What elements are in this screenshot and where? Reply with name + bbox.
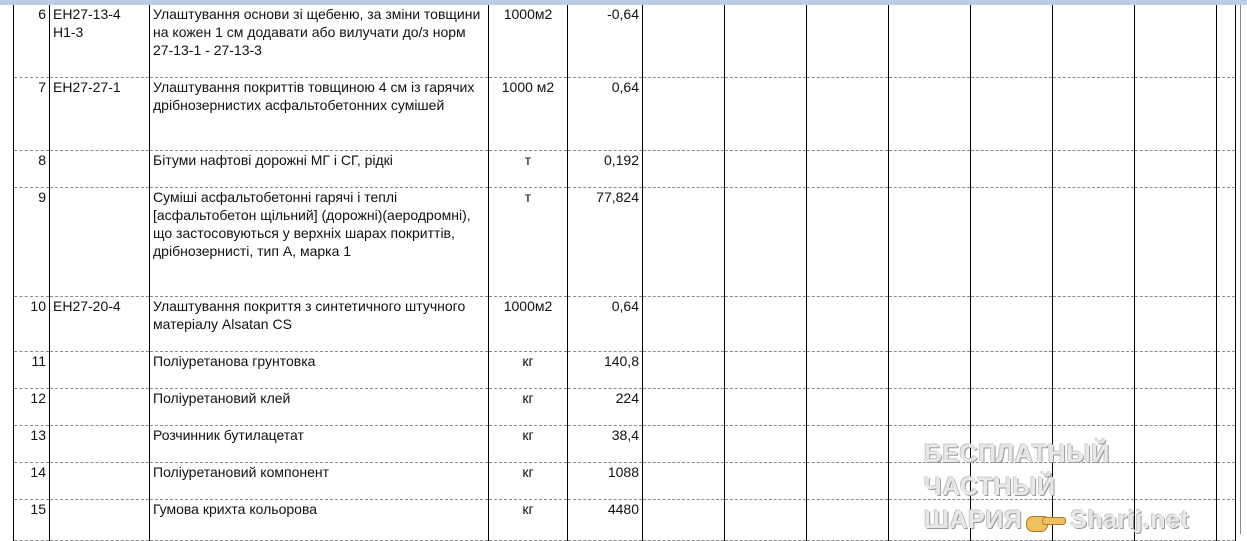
name-cell[interactable]: Бітуми нафтові дорожні МГ і СГ, рідкі — [150, 151, 489, 188]
empty-cell[interactable] — [1053, 78, 1135, 151]
empty-cell[interactable] — [807, 188, 889, 297]
empty-cell[interactable] — [889, 78, 971, 151]
empty-cell[interactable] — [971, 297, 1053, 352]
empty-cell[interactable] — [643, 78, 725, 151]
unit-cell[interactable]: кг — [489, 352, 568, 389]
sheet-right-edge — [1240, 5, 1241, 534]
code-cell[interactable] — [50, 426, 150, 463]
table-row — [14, 78, 1236, 151]
empty-cell[interactable] — [1135, 297, 1217, 352]
table-row — [14, 352, 1236, 389]
code-cell[interactable] — [50, 500, 150, 541]
empty-cell[interactable] — [807, 426, 889, 463]
quantity-cell[interactable]: 77,824 — [568, 188, 643, 297]
row-number-cell[interactable]: 13 — [14, 426, 50, 463]
empty-cell[interactable] — [889, 389, 971, 426]
empty-cell[interactable] — [971, 389, 1053, 426]
empty-cell[interactable] — [1053, 297, 1135, 352]
empty-cell[interactable] — [643, 188, 725, 297]
empty-cell[interactable] — [807, 297, 889, 352]
name-cell[interactable]: Суміші асфальтобетонні гарячі і теплі [асфальтобетон щільний] (дорожні)(аеродромні), що застосовуються у верхніх шарах покриттів, дрібнозернисті, тип А, марка 1 — [150, 188, 489, 297]
table-row — [14, 188, 1236, 297]
empty-cell[interactable] — [1217, 352, 1236, 389]
code-cell[interactable] — [50, 188, 150, 297]
name-cell[interactable]: Улаштування покриття з синтетичного штучного матеріалу Alsatan CS — [150, 297, 489, 352]
quantity-cell[interactable]: 1088 — [568, 463, 643, 500]
empty-cell[interactable] — [725, 500, 807, 541]
quantity-cell[interactable]: 4480 — [568, 500, 643, 541]
empty-cell[interactable] — [807, 352, 889, 389]
row-number-cell[interactable]: 9 — [14, 188, 50, 297]
empty-cell[interactable] — [971, 5, 1053, 78]
code-cell[interactable] — [50, 151, 150, 188]
empty-cell[interactable] — [807, 5, 889, 78]
empty-cell[interactable] — [807, 78, 889, 151]
row-number-cell[interactable]: 10 — [14, 297, 50, 352]
unit-cell[interactable]: кг — [489, 426, 568, 463]
empty-cell[interactable] — [1053, 151, 1135, 188]
empty-cell[interactable] — [1217, 188, 1236, 297]
empty-cell[interactable] — [643, 5, 725, 78]
watermark-line-1: БЕСПЛАТНЫЙ ЧАСТНЫЙ — [924, 440, 1110, 501]
empty-cell[interactable] — [725, 352, 807, 389]
quantity-cell[interactable]: 140,8 — [568, 352, 643, 389]
empty-cell[interactable] — [807, 463, 889, 500]
name-cell[interactable]: Улаштування основи зі щебеню, за зміни товщини на кожен 1 см додавати або вилучати до/з норм 27-13-1 - 27-13-3 — [150, 5, 489, 78]
quantity-cell[interactable]: 38,4 — [568, 426, 643, 463]
empty-cell[interactable] — [1135, 352, 1217, 389]
empty-cell[interactable] — [725, 151, 807, 188]
name-cell[interactable]: Поліуретановий компонент — [150, 463, 489, 500]
empty-cell[interactable] — [971, 78, 1053, 151]
empty-cell[interactable] — [1135, 5, 1217, 78]
code-cell[interactable] — [50, 389, 150, 426]
empty-cell[interactable] — [1135, 78, 1217, 151]
quantity-cell[interactable]: -0,64 — [568, 5, 643, 78]
row-number-cell[interactable]: 12 — [14, 389, 50, 426]
name-cell[interactable]: Гумова крихта кольорова — [150, 500, 489, 541]
empty-cell[interactable] — [643, 426, 725, 463]
empty-cell[interactable] — [889, 188, 971, 297]
empty-cell[interactable] — [1053, 188, 1135, 297]
row-number-cell[interactable]: 7 — [14, 78, 50, 151]
pointing-hand-icon — [1024, 511, 1066, 531]
quantity-cell[interactable]: 0,64 — [568, 297, 643, 352]
empty-cell[interactable] — [1135, 151, 1217, 188]
empty-cell[interactable] — [1217, 389, 1236, 426]
code-cell[interactable] — [50, 352, 150, 389]
empty-cell[interactable] — [1217, 5, 1236, 78]
quantity-cell[interactable]: 224 — [568, 389, 643, 426]
empty-cell[interactable] — [807, 151, 889, 188]
quantity-cell[interactable]: 0,192 — [568, 151, 643, 188]
empty-cell[interactable] — [643, 297, 725, 352]
empty-cell[interactable] — [1053, 352, 1135, 389]
unit-cell[interactable]: кг — [489, 463, 568, 500]
empty-cell[interactable] — [1053, 389, 1135, 426]
empty-cell[interactable] — [889, 352, 971, 389]
table-row — [14, 151, 1236, 188]
empty-cell[interactable] — [1135, 188, 1217, 297]
table-row — [14, 5, 1236, 78]
empty-cell[interactable] — [1217, 78, 1236, 151]
row-number-cell[interactable]: 15 — [14, 500, 50, 541]
empty-cell[interactable] — [889, 151, 971, 188]
empty-cell[interactable] — [1135, 389, 1217, 426]
watermark-site: Sharij.net — [1070, 506, 1190, 534]
empty-cell[interactable] — [1217, 151, 1236, 188]
unit-cell[interactable]: 1000м2 — [489, 5, 568, 78]
watermark-line-2: ШАРИЯ — [924, 506, 1023, 534]
empty-cell[interactable] — [889, 5, 971, 78]
watermark — [924, 438, 1224, 537]
empty-cell[interactable] — [725, 188, 807, 297]
code-cell[interactable] — [50, 463, 150, 500]
empty-cell[interactable] — [725, 5, 807, 78]
unit-cell[interactable]: 1000 м2 — [489, 78, 568, 151]
code-cell[interactable]: ЕН27-27-1 — [50, 78, 150, 151]
empty-cell[interactable] — [643, 389, 725, 426]
empty-cell[interactable] — [643, 352, 725, 389]
name-cell[interactable]: Розчинник бутилацетат — [150, 426, 489, 463]
code-cell[interactable]: ЕН27-13-4 Н1-3 — [50, 5, 150, 78]
empty-cell[interactable] — [643, 500, 725, 541]
code-cell[interactable]: ЕН27-20-4 — [50, 297, 150, 352]
unit-cell[interactable]: кг — [489, 500, 568, 541]
unit-cell[interactable]: кг — [489, 389, 568, 426]
name-cell[interactable]: Поліуретанова грунтовка — [150, 352, 489, 389]
quantity-cell[interactable]: 0,64 — [568, 78, 643, 151]
empty-cell[interactable] — [725, 297, 807, 352]
row-number-cell[interactable]: 11 — [14, 352, 50, 389]
unit-cell[interactable]: 1000м2 — [489, 297, 568, 352]
empty-cell[interactable] — [725, 78, 807, 151]
empty-cell[interactable] — [971, 151, 1053, 188]
empty-cell[interactable] — [807, 389, 889, 426]
name-cell[interactable]: Поліуретановий клей — [150, 389, 489, 426]
table-row — [14, 297, 1236, 352]
unit-cell[interactable]: т — [489, 151, 568, 188]
row-number-cell[interactable]: 6 — [14, 5, 50, 78]
empty-cell[interactable] — [725, 463, 807, 500]
empty-cell[interactable] — [643, 151, 725, 188]
empty-cell[interactable] — [725, 389, 807, 426]
empty-cell[interactable] — [971, 188, 1053, 297]
empty-cell[interactable] — [807, 500, 889, 541]
row-number-cell[interactable]: 8 — [14, 151, 50, 188]
table-row — [14, 389, 1236, 426]
empty-cell[interactable] — [1217, 297, 1236, 352]
empty-cell[interactable] — [1053, 5, 1135, 78]
empty-cell[interactable] — [643, 463, 725, 500]
name-cell[interactable]: Улаштування покриттів товщиною 4 см із гарячих дрібнозернистих асфальтобетонних сумішей — [150, 78, 489, 151]
unit-cell[interactable]: т — [489, 188, 568, 297]
empty-cell[interactable] — [971, 352, 1053, 389]
row-number-cell[interactable]: 14 — [14, 463, 50, 500]
empty-cell[interactable] — [889, 297, 971, 352]
empty-cell[interactable] — [725, 426, 807, 463]
